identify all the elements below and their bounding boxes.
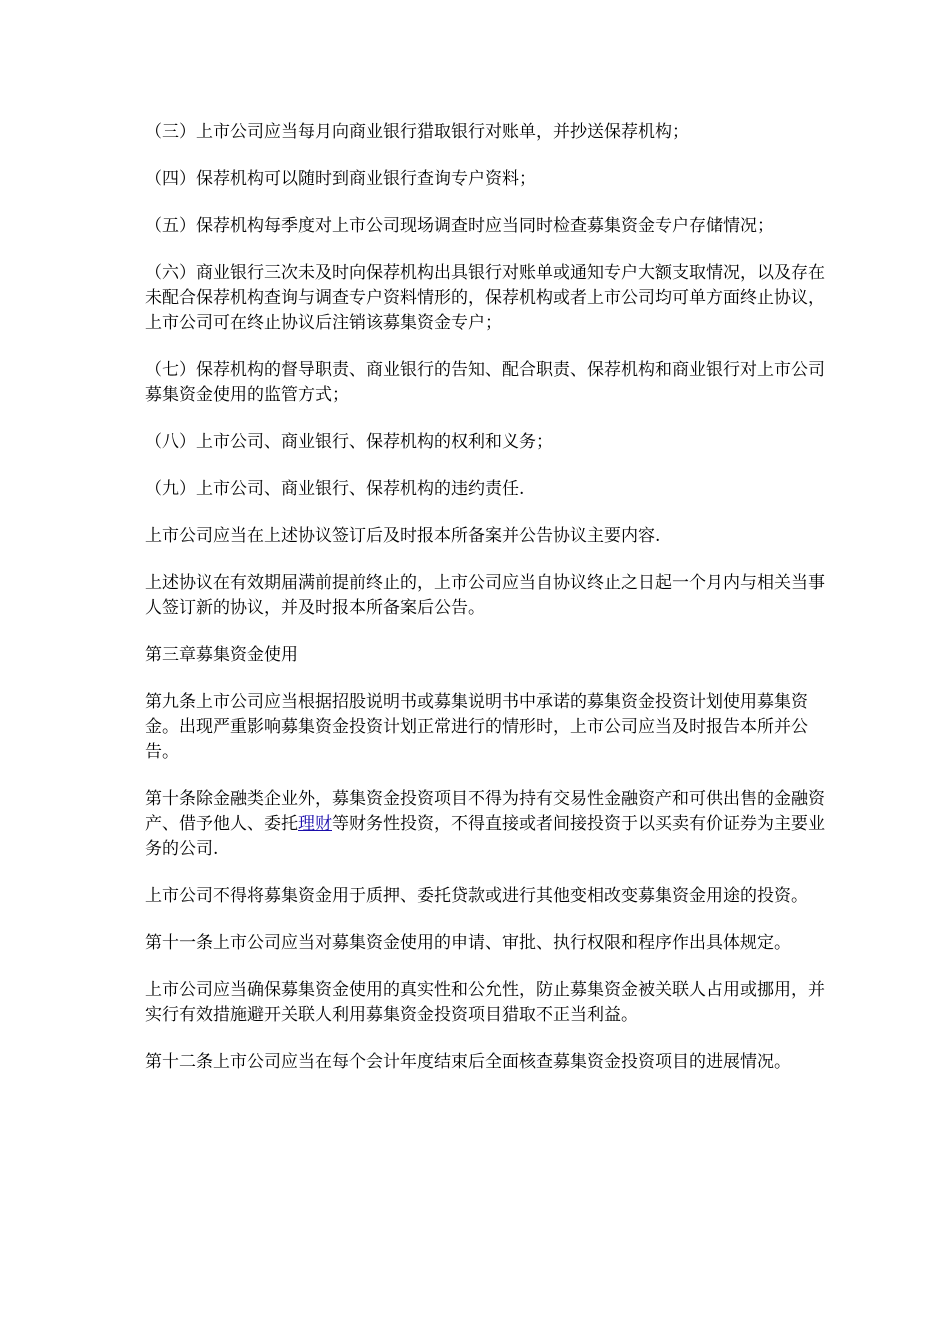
document-body [145, 120, 825, 1097]
clause-3: （三）上市公司应当每月向商业银行猎取银行对账单，并抄送保荐机构； [145, 122, 689, 142]
article-11-authenticity: 上市公司应当确保募集资金使用的真实性和公允性，防止募集资金被关联人占用或挪用，并实行有效措施避开关联人利用募集资金投资项目猎取不正当利益。 [145, 980, 825, 1025]
article-12: 第十二条上市公司应当在每个会计年度结束后全面核查募集资金投资项目的进展情况。 [145, 1052, 791, 1072]
filing-paragraph: 上市公司应当在上述协议签订后及时报本所备案并公告协议主要内容. [145, 526, 661, 546]
clause-5: （五）保荐机构每季度对上市公司现场调查时应当同时检查募集资金专户存储情况； [145, 216, 774, 236]
article-11: 第十一条上市公司应当对募集资金使用的申请、审批、执行权限和程序作出具体规定。 [145, 933, 791, 953]
article-10-restriction: 上市公司不得将募集资金用于质押、委托贷款或进行其他变相改变募集资金用途的投资。 [145, 886, 808, 906]
wealth-management-link[interactable]: 理财 [298, 814, 332, 834]
clause-4: （四）保荐机构可以随时到商业银行查询专户资料； [145, 169, 536, 189]
clause-7: （七）保荐机构的督导职责、商业银行的告知、配合职责、保荐机构和商业银行对上市公司募集资金使用的监管方式； [145, 360, 825, 405]
article-10-text-after-link: 等财务性投资，不得直接或者间接投资于以买卖有价证券为主要业务的公司. [145, 814, 825, 859]
clause-8: （八）上市公司、商业银行、保荐机构的权利和义务； [145, 432, 553, 452]
article-10-text-before-link: 第十条除金融类企业外，募集资金投资项目不得为持有交易性金融资产和可供出售的金融资产、借予他人、委托 [145, 789, 825, 834]
chapter-heading: 第三章募集资金使用 [145, 645, 298, 665]
clause-6: （六）商业银行三次未及时向保荐机构出具银行对账单或通知专户大额支取情况，以及存在未配合保荐机构查询与调查专户资料情形的，保荐机构或者上市公司均可单方面终止协议，上市公司可在终止协议后注销该募集资金专户； [145, 263, 825, 333]
clause-9: （九）上市公司、商业银行、保荐机构的违约责任. [145, 479, 525, 499]
early-termination-paragraph: 上述协议在有效期届满前提前终止的，上市公司应当自协议终止之日起一个月内与相关当事人签订新的协议，并及时报本所备案后公告。 [145, 573, 825, 618]
article-9: 第九条上市公司应当根据招股说明书或募集说明书中承诺的募集资金投资计划使用募集资金。出现严重影响募集资金投资计划正常进行的情形时，上市公司应当及时报告本所并公告。 [145, 692, 808, 762]
article-10 [145, 787, 825, 862]
